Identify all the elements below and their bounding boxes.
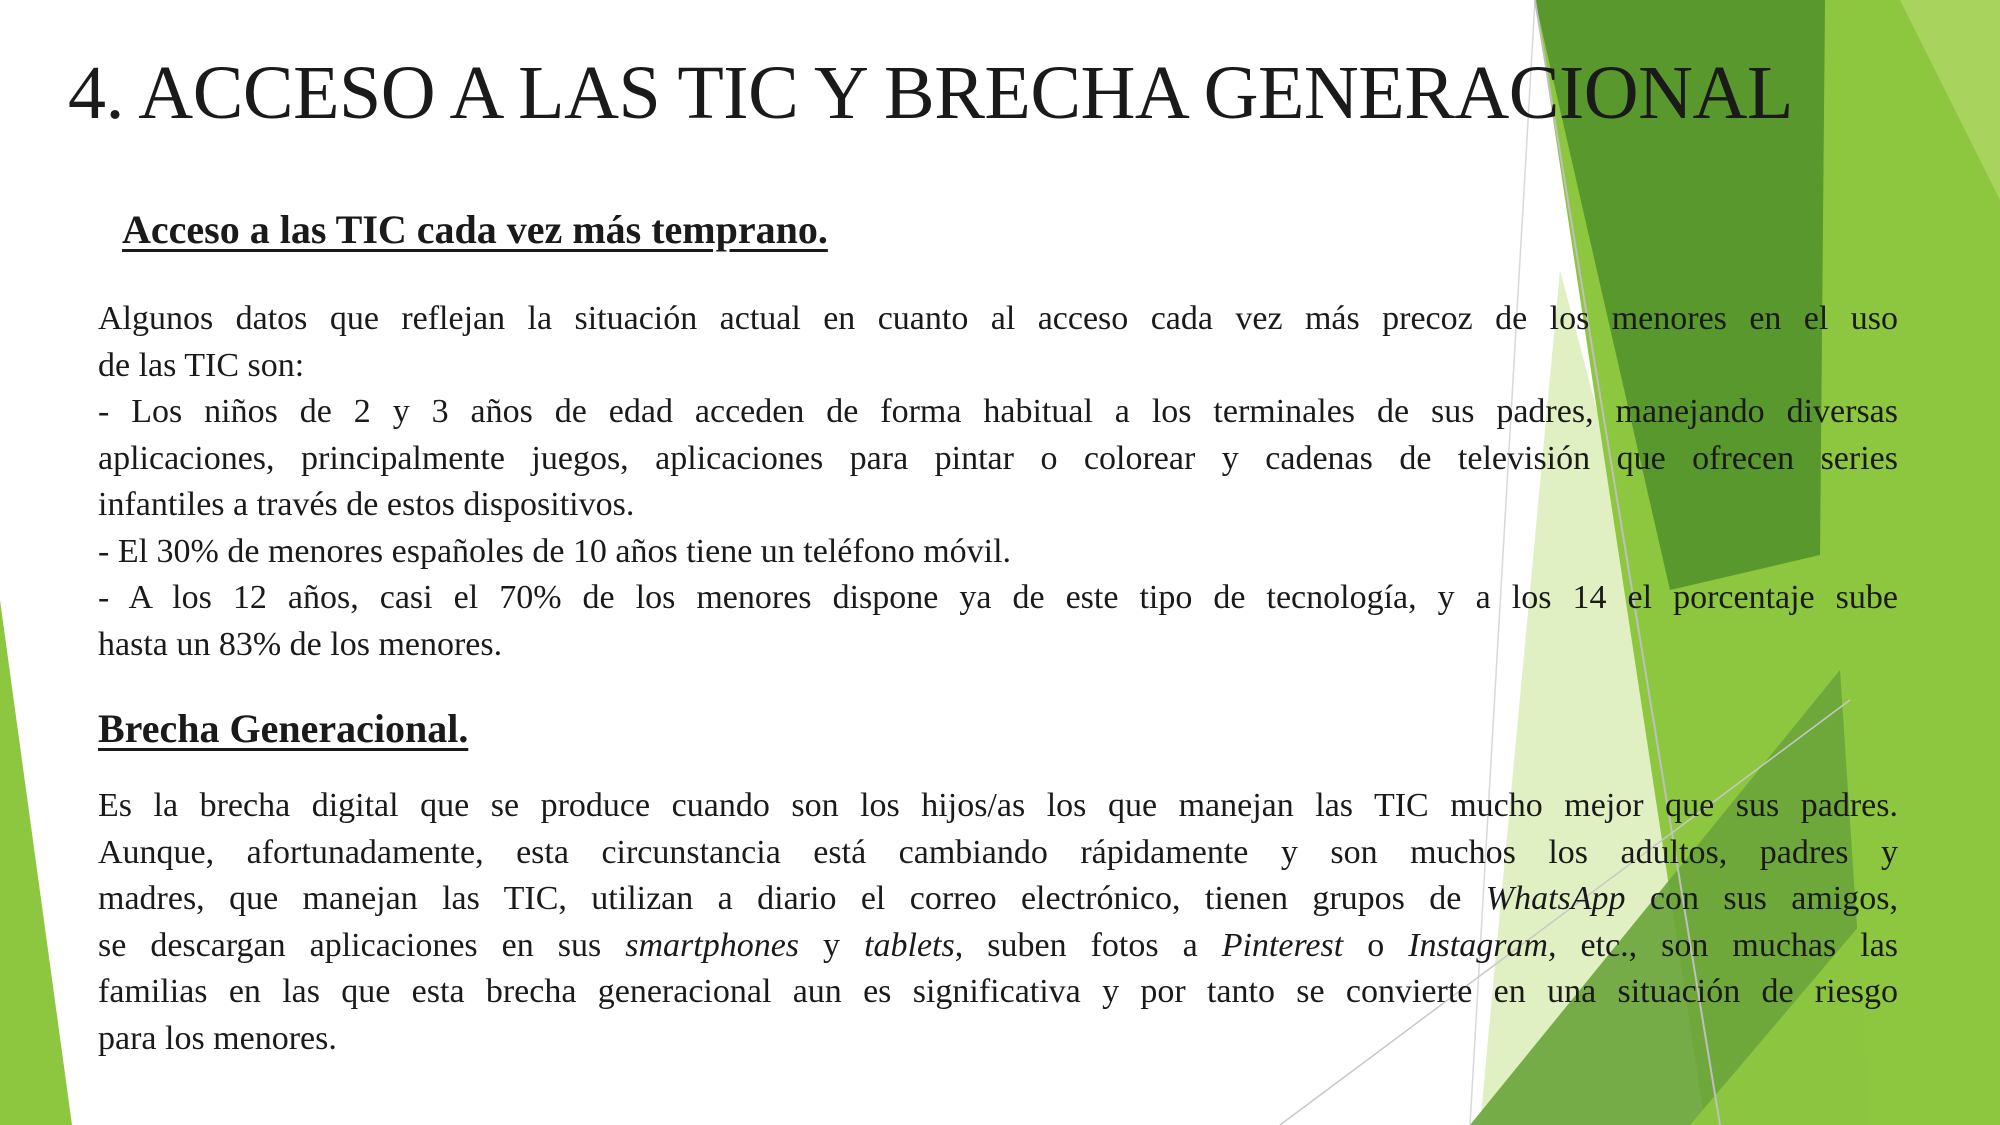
section-body-brecha [98,783,1898,1062]
body-line: Aunque, afortunadamente, esta circunstancia está cambiando rápidamente y son muchos los adultos, padres y [98,833,1898,871]
italic-term: WhatsApp [1485,880,1626,917]
body-line: infantiles a través de estos dispositivos. [98,486,635,523]
text-run: con sus amigos, [1625,880,1898,917]
italic-term: Instagram, [1408,926,1557,964]
text-run: y [799,926,865,964]
text-run: etc., son muchas las [1556,926,1899,964]
bullet-line: - El 30% de menores españoles de 10 años tiene un teléfono móvil. [98,532,1012,570]
text-run: , suben fotos a [954,926,1222,964]
left-edge-triangle [0,600,72,1125]
text-run: se descargan aplicaciones en sus [98,926,626,964]
section-heading-acceso: Acceso a las TIC cada vez más temprano. [122,207,828,252]
section-body-acceso [98,296,1898,668]
body-line: familias en las que esta brecha generacional aun es significativa y por tanto se convierte en una situación de riesgo [98,973,1898,1010]
body-line: Algunos datos que reflejan la situación actual en cuanto al acceso cada vez más precoz de los menores en el uso [98,300,1898,337]
body-line [98,923,1898,970]
body-line [98,876,1898,923]
page-title: 4. ACCESO A LAS TIC Y BRECHA GENERACIONAL [68,51,1793,135]
italic-term: Pinterest [1221,926,1344,964]
bullet-line: - Los niños de 2 y 3 años de edad acceden de forma habitual a los terminales de sus padres, manejando diversas [98,393,1898,430]
body-line: hasta un 83% de los menores. [98,625,503,663]
body-line: Es la brecha digital que se produce cuando son los hijos/as los que manejan las TIC mucho mejor que sus padres. [98,787,1898,824]
italic-term: smartphones [625,926,800,964]
italic-term: tablets [864,926,955,964]
text-run: madres, que manejan las TIC, utilizan a diario el correo electrónico, tienen grupos de [98,880,1486,917]
body-line: para los menores. [98,1019,337,1057]
section-heading-brecha: Brecha Generacional. [98,706,469,751]
text-run: o [1343,926,1409,964]
body-line: aplicaciones, principalmente juegos, aplicaciones para pintar o colorear y cadenas de televisión que ofrecen series [98,439,1898,477]
body-line: de las TIC son: [98,346,305,384]
bullet-line: - A los 12 años, casi el 70% de los menores dispone ya de este tipo de tecnología, y a los 14 el porcentaje sube [98,579,1898,616]
